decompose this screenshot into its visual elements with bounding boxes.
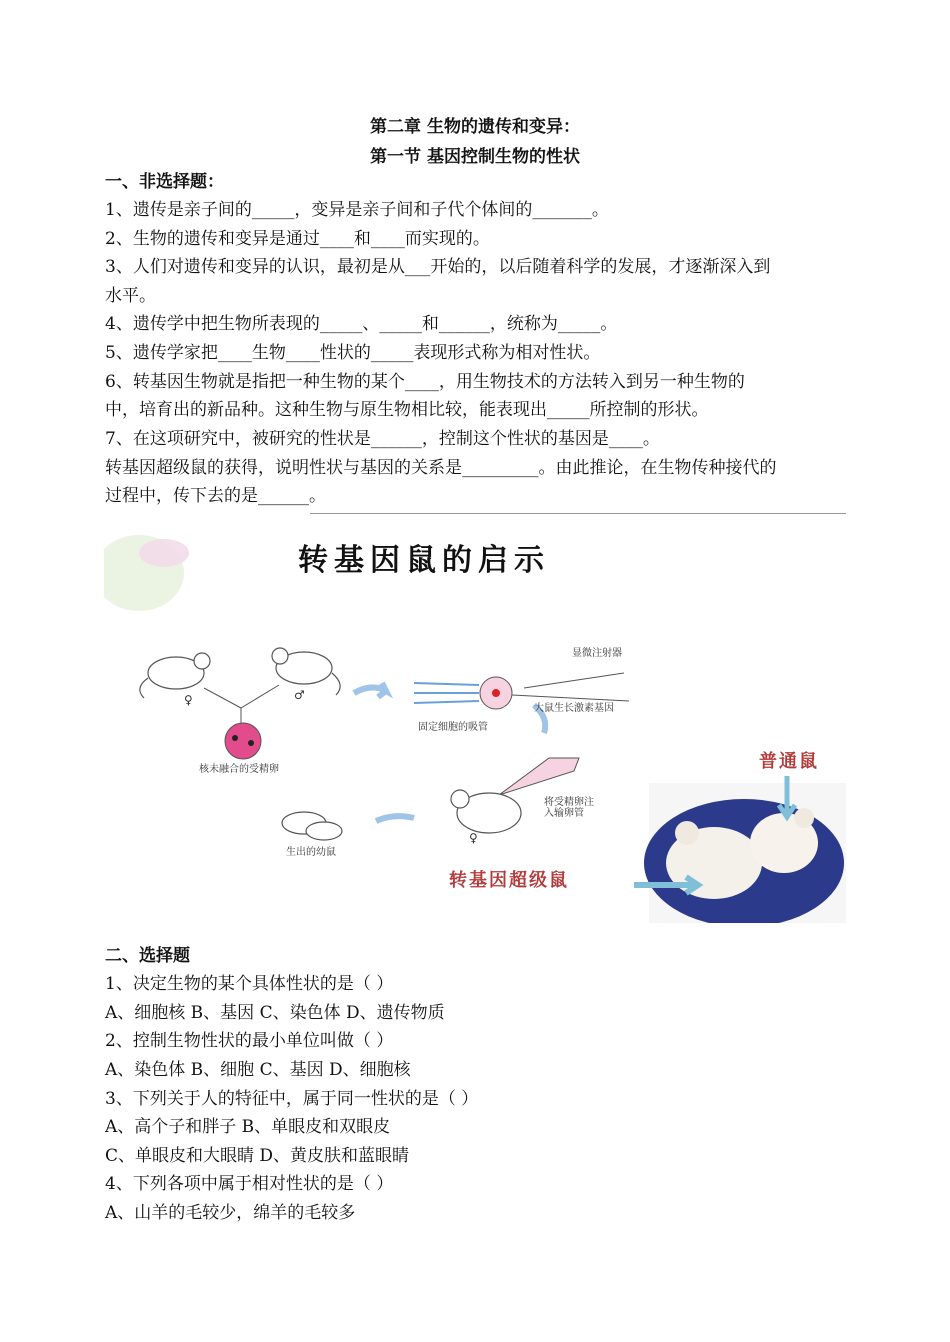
male-symbol: ♂ [294,688,305,702]
question-line: 4、下列各项中属于相对性状的是（ ） [105,1174,394,1194]
question-line: 3、人们对遗传和变异的认识，最初是从___开始的，以后随着科学的发展，才逐渐深入到 [105,257,771,277]
question-line: 1、遗传是亲子间的_____，变异是亲子间和子代个体间的_______。 [105,200,609,220]
question-line: 5、遗传学家把____生物____性状的_____表现形式称为相对性状。 [105,343,601,363]
answer-options: A、高个子和胖子 B、单眼皮和双眼皮 [105,1117,391,1137]
question-line: 7、在这项研究中，被研究的性状是______，控制这个性状的基因是____。 [105,429,660,449]
answer-options: A、染色体 B、细胞 C、基因 D、细胞核 [105,1060,411,1080]
question-line: 2、控制生物性状的最小单位叫做（ ） [105,1031,394,1051]
question-line: 水平。 [105,286,156,306]
question-line: 6、转基因生物就是指把一种生物的某个____，用生物技术的方法转入到另一种生物的 [105,372,745,392]
label-growth-hormone-gene: 大鼠生长激素基因 [534,703,614,714]
question-line: 过程中，传下去的是______。 [105,486,326,506]
arrow-left-icon [376,816,414,821]
arrow-right-icon [354,683,386,697]
label-inject-oviduct: 将受精卵注 [544,797,594,808]
label-ordinary-mouse: 普通鼠 [759,751,819,772]
part2-heading: 二、选择题 [105,946,190,966]
question-line: 转基因超级鼠的获得，说明性状与基因的关系是_________。由此推论，在生物传种接代的 [105,458,777,478]
female-mouse-drawing [140,653,210,698]
question-line: 4、遗传学中把生物所表现的_____、_____和______，统称为_____。 [105,314,618,334]
fertilized-egg [225,723,261,759]
question-line: 1、决定生物的某个具体性状的是（ ） [105,974,394,994]
female-symbol: ♀ [469,831,478,845]
label-fixing-pipette: 固定细胞的吸管 [418,722,488,733]
transgenic-mouse-figure [104,513,846,923]
pups-drawing [282,812,342,840]
question-line: 3、下列关于人的特征中，属于同一性状的是（ ） [105,1089,479,1109]
chapter-title: 第二章 生物的遗传和变异： [370,117,580,137]
recipient-mouse-drawing [451,790,521,833]
label-fertilized-egg: 核未融合的受精卵 [199,764,279,775]
male-mouse-drawing [272,648,340,695]
mice-photo [644,783,846,923]
label-born-pups: 生出的幼鼠 [286,847,336,858]
answer-options: A、细胞核 B、基因 C、染色体 D、遗传物质 [105,1003,445,1023]
label-inject-oviduct: 入输卵管 [544,808,584,819]
part1-heading: 一、非选择题： [105,172,224,192]
answer-options: A、山羊的毛较少，绵羊的毛较多 [105,1203,356,1223]
figure-title: 转基因鼠的启示 [298,543,550,578]
question-line: 中，培育出的新品种。这种生物与原生物相比较，能表现出_____所控制的形状。 [105,400,709,420]
pipette-drawing [499,758,579,795]
label-super-mouse: 转基因超级鼠 [449,870,569,891]
mating-lines [204,685,279,728]
label-microinjector: 显微注射器 [572,648,622,659]
answer-options: C、单眼皮和大眼睛 D、黄皮肤和蓝眼睛 [105,1146,410,1166]
question-line: 2、生物的遗传和变异是通过____和____而实现的。 [105,229,490,249]
female-symbol: ♀ [184,693,193,707]
section-title: 第一节 基因控制生物的性状 [370,147,580,167]
